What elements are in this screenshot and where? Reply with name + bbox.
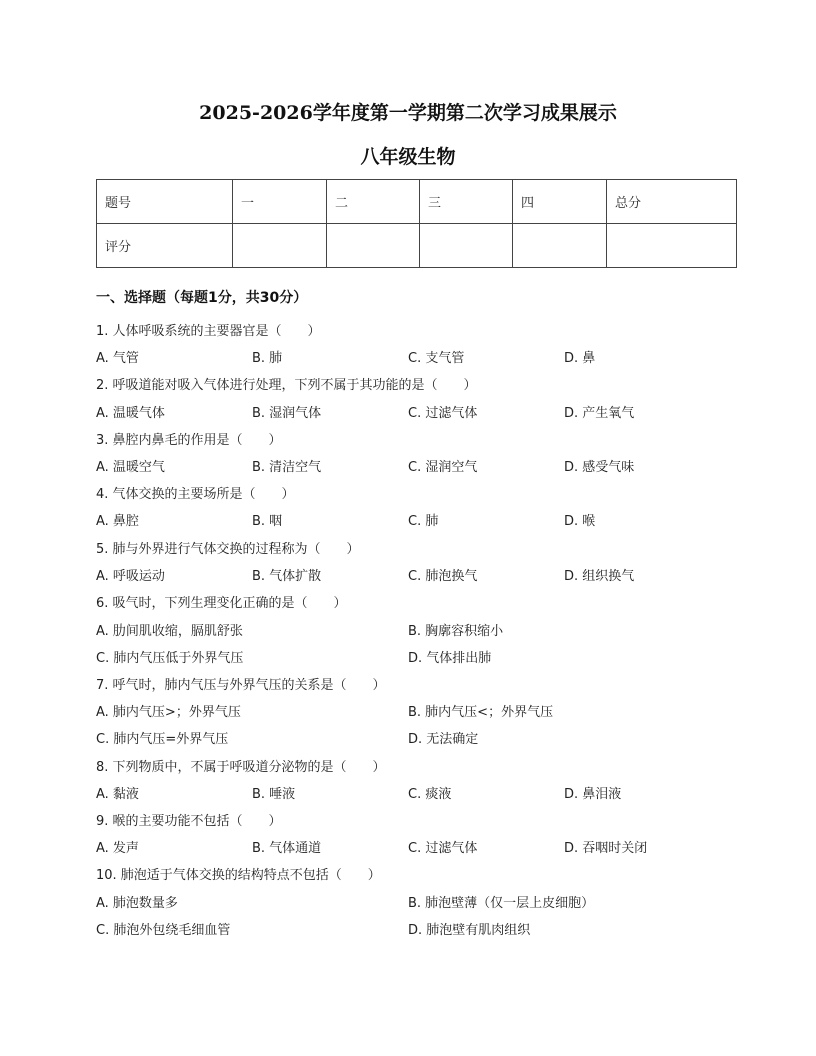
- question-stem: 7. 呼气时，肺内气压与外界气压的关系是（ ）: [96, 678, 386, 693]
- score-table-header-row: [97, 180, 737, 224]
- question-option: C. 痰液: [408, 787, 452, 802]
- score-cell: 二: [327, 180, 420, 224]
- section-title-choice: 一、选择题（每题1分，共30分）: [96, 290, 308, 306]
- question-option: B. 气体扩散: [252, 569, 322, 584]
- question-option: A. 气管: [96, 351, 139, 366]
- page-subtitle: 八年级生物: [360, 146, 456, 168]
- question-stem: 8. 下列物质中，不属于呼吸道分泌物的是（ ）: [96, 760, 386, 775]
- question-option: D. 无法确定: [408, 732, 479, 747]
- question-stem: 3. 鼻腔内鼻毛的作用是（ ）: [96, 433, 282, 448]
- question-option: D. 气体排出肺: [408, 651, 492, 666]
- score-cell: 题号: [97, 180, 233, 224]
- question-option: A. 温暖气体: [96, 406, 165, 421]
- score-cell: 总分: [607, 180, 737, 224]
- question-option: A. 发声: [96, 841, 139, 856]
- question-stem: 2. 呼吸道能对吸入气体进行处理，下列不属于其功能的是（ ）: [96, 378, 477, 393]
- question-option: C. 肺泡外包绕毛细血管: [96, 923, 231, 938]
- question-option: B. 咽: [252, 514, 283, 529]
- question-option: C. 肺内气压=外界气压: [96, 732, 229, 747]
- score-cell: 四: [513, 180, 607, 224]
- question-option: C. 过滤气体: [408, 406, 478, 421]
- question-option: C. 肺内气压低于外界气压: [96, 651, 244, 666]
- question-option: C. 肺泡换气: [408, 569, 478, 584]
- question-option: B. 胸廓容积缩小: [408, 624, 504, 639]
- question-option: A. 鼻腔: [96, 514, 139, 529]
- question-option: C. 过滤气体: [408, 841, 478, 856]
- question-option: A. 呼吸运动: [96, 569, 165, 584]
- score-input-cell: [420, 224, 513, 268]
- question-option: C. 肺: [408, 514, 439, 529]
- question-option: A. 温暖空气: [96, 460, 165, 475]
- question-option: C. 支气管: [408, 351, 465, 366]
- question-option: A. 肺泡数量多: [96, 896, 178, 911]
- question-option: D. 鼻: [564, 351, 596, 366]
- question-stem: 1. 人体呼吸系统的主要器官是（ ）: [96, 324, 321, 339]
- score-input-cell: [327, 224, 420, 268]
- page-title: 2025-2026学年度第一学期第二次学习成果展示: [199, 102, 617, 124]
- question-option: D. 肺泡壁有肌肉组织: [408, 923, 531, 938]
- question-stem: 6. 吸气时，下列生理变化正确的是（ ）: [96, 596, 347, 611]
- score-cell: 评分: [97, 224, 233, 268]
- question-option: B. 湿润气体: [252, 406, 322, 421]
- question-option: D. 组织换气: [564, 569, 635, 584]
- question-stem: 4. 气体交换的主要场所是（ ）: [96, 487, 295, 502]
- question-option: D. 感受气味: [564, 460, 635, 475]
- score-input-cell: [233, 224, 327, 268]
- question-option: D. 吞咽时关闭: [564, 841, 648, 856]
- score-input-cell: [513, 224, 607, 268]
- question-stem: 5. 肺与外界进行气体交换的过程称为（ ）: [96, 542, 360, 557]
- question-option: B. 清洁空气: [252, 460, 322, 475]
- score-cell: 一: [233, 180, 327, 224]
- question-option: C. 湿润空气: [408, 460, 478, 475]
- question-option: A. 黏液: [96, 787, 139, 802]
- question-option: B. 肺泡壁薄（仅一层上皮细胞）: [408, 896, 595, 911]
- question-option: B. 气体通道: [252, 841, 322, 856]
- question-option: D. 产生氧气: [564, 406, 635, 421]
- score-table: [96, 179, 737, 268]
- question-option: A. 肋间肌收缩，膈肌舒张: [96, 624, 243, 639]
- question-option: B. 唾液: [252, 787, 296, 802]
- question-option: B. 肺内气压<；外界气压: [408, 705, 554, 720]
- question-option: B. 肺: [252, 351, 283, 366]
- question-stem: 10. 肺泡适于气体交换的结构特点不包括（ ）: [96, 868, 381, 883]
- question-stem: 9. 喉的主要功能不包括（ ）: [96, 814, 282, 829]
- question-option: A. 肺内气压>；外界气压: [96, 705, 241, 720]
- question-option: D. 喉: [564, 514, 596, 529]
- score-table-score-row: [97, 224, 737, 268]
- question-option: D. 鼻泪液: [564, 787, 622, 802]
- score-input-cell: [607, 224, 737, 268]
- score-cell: 三: [420, 180, 513, 224]
